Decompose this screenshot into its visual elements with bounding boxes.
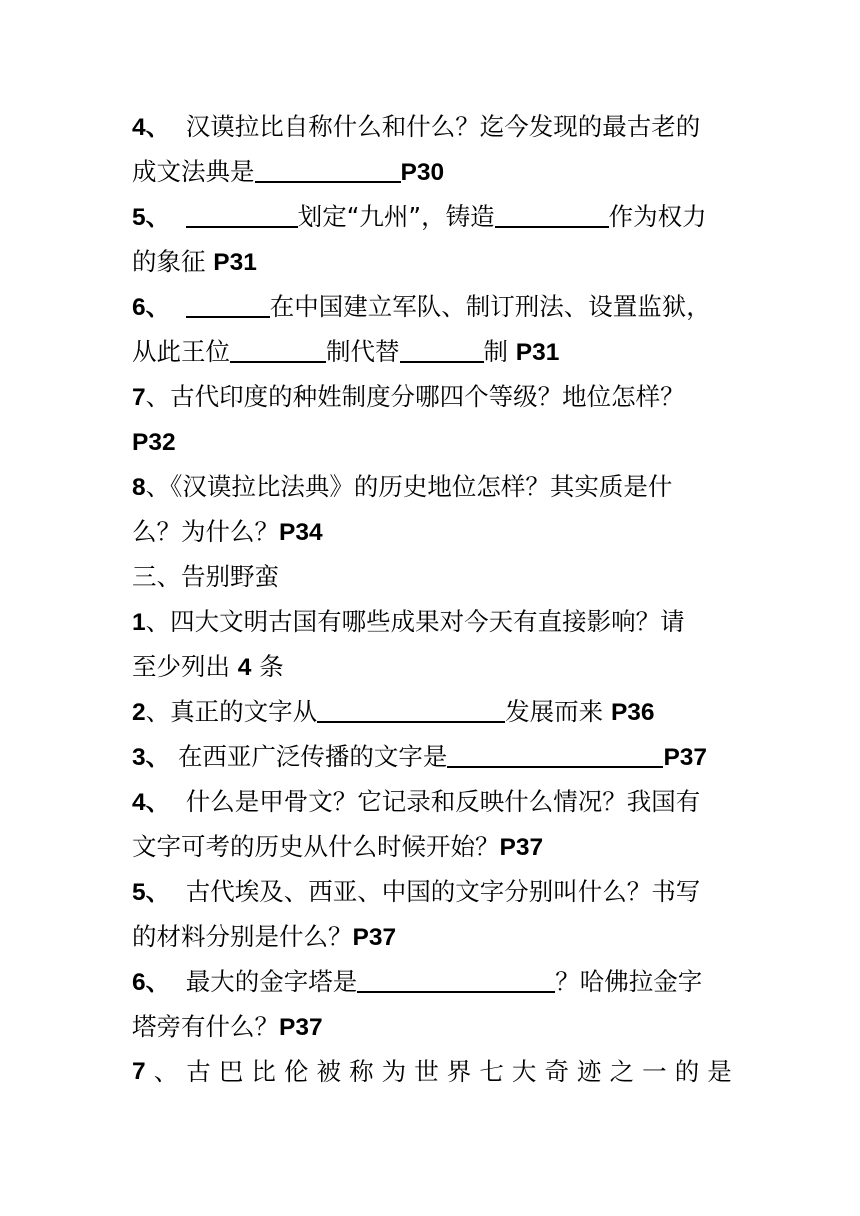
spaced-char: 是: [707, 1057, 732, 1086]
spaced-char: 比: [251, 1057, 276, 1086]
answer-blank[interactable]: [255, 157, 401, 183]
section3-question-7: [132, 1050, 732, 1094]
question-number: 8: [132, 474, 146, 501]
section3-question-1-line-1: [132, 600, 732, 644]
spaced-char: 世: [414, 1057, 439, 1086]
spaced-char: 一: [642, 1057, 667, 1086]
answer-blank[interactable]: [447, 742, 663, 768]
page-reference: P37: [499, 834, 544, 861]
spaced-char: 巴: [218, 1057, 244, 1086]
section3-question-4-line-2: [132, 825, 732, 869]
question-6-line-2: [132, 330, 732, 374]
question-text: 、古代印度的种姓制度分哪四个等级？地位怎样？: [145, 382, 685, 411]
spaced-char: 的: [674, 1057, 700, 1086]
question-text: 古代埃及、西亚、中国的文字分别叫什么？书写: [185, 877, 701, 906]
question-text: 成文法典是: [132, 157, 255, 186]
answer-blank[interactable]: [317, 697, 505, 723]
page-reference: P31: [213, 249, 257, 276]
spaced-char: 为: [381, 1057, 407, 1086]
question-text: 划定“九州”，铸造: [297, 202, 495, 231]
section3-question-3: [132, 735, 732, 779]
question-number: 5、: [132, 879, 171, 906]
page-reference: P32: [132, 429, 176, 456]
question-text: 文字可考的历史从什么时候开始？: [132, 832, 500, 861]
question-text: 、真正的文字从: [145, 697, 318, 726]
question-text: 么？为什么？: [132, 517, 279, 546]
page-reference: P30: [400, 159, 445, 186]
question-number: 4、: [132, 114, 171, 141]
question-number: 2: [132, 699, 146, 726]
spaced-char: 伦: [283, 1057, 309, 1086]
question-text: 从此王位: [132, 337, 230, 366]
question-number: 6、: [132, 294, 171, 321]
question-text: 制代替: [326, 337, 400, 366]
section3-question-6-line-1: [132, 960, 732, 1004]
section3-question-6-line-2: [132, 1005, 732, 1049]
question-text: 制: [483, 337, 508, 366]
question-7-line-2: [132, 420, 732, 464]
spaced-char: 七: [479, 1057, 504, 1086]
answer-blank[interactable]: [186, 202, 298, 228]
count-number: 4: [237, 654, 252, 681]
spaced-char: 、: [153, 1057, 179, 1086]
answer-blank[interactable]: [400, 337, 484, 363]
section3-question-1-line-2: [132, 645, 732, 689]
spaced-char: 大: [511, 1057, 537, 1086]
section-title: [132, 555, 732, 599]
section3-question-5-line-1: [132, 870, 732, 914]
question-text: 发展而来: [505, 697, 604, 726]
spaced-char: 界: [446, 1057, 472, 1086]
section3-question-4-line-1: [132, 780, 732, 824]
spaced-char: 之: [609, 1057, 635, 1086]
question-text: 的象征: [132, 247, 206, 276]
answer-blank[interactable]: [495, 202, 609, 228]
question-number: 3、: [132, 744, 171, 771]
answer-blank[interactable]: [186, 292, 270, 318]
question-number: 4、: [132, 789, 171, 816]
question-5-line-1: [132, 195, 732, 239]
question-8-line-1: [132, 465, 732, 509]
question-text: 至少列出: [132, 652, 230, 681]
section3-question-5-line-2: [132, 915, 732, 959]
question-text: 在中国建立军队、制订刑法、设置监狱，: [269, 292, 711, 321]
question-7-line-1: [132, 375, 732, 419]
answer-blank[interactable]: [357, 967, 555, 993]
question-8-line-2: [132, 510, 732, 554]
question-text: 、四大文明古国有哪些成果对今天有直接影响？请: [145, 607, 685, 636]
question-number: 5、: [132, 204, 171, 231]
question-text: 条: [259, 652, 284, 681]
spaced-char: 奇: [544, 1057, 569, 1086]
question-number: 6、: [132, 969, 171, 996]
question-text: 什么是甲骨文？它记录和反映什么情况？我国有: [185, 787, 701, 816]
section-title-text: 三、告别野蛮: [132, 562, 279, 591]
section3-question-2: [132, 690, 732, 734]
question-text: 作为权力: [608, 202, 707, 231]
spaced-char: 称: [349, 1057, 374, 1086]
question-text: ？哈佛拉金字: [555, 967, 703, 996]
question-text: 在西亚广泛传播的文字是: [177, 742, 448, 771]
question-text: 汉谟拉比自称什么和什么？迄今发现的最古老的: [185, 112, 701, 141]
spaced-char: 迹: [577, 1057, 602, 1086]
page-reference: P37: [352, 924, 397, 951]
question-number: 1: [132, 609, 146, 636]
question-text: 、《汉谟拉比法典》的历史地位怎样？其实质是什: [145, 472, 673, 501]
question-4-line-2: [132, 150, 732, 194]
question-5-line-2: [132, 240, 732, 284]
question-number: 7: [132, 384, 146, 411]
page-reference: P31: [515, 339, 560, 366]
page-reference: P37: [663, 744, 708, 771]
question-text: 最大的金字塔是: [185, 967, 358, 996]
question-6-line-1: [132, 285, 732, 329]
question-text: 塔旁有什么？: [132, 1012, 279, 1041]
question-text: 的材料分别是什么？: [132, 922, 353, 951]
spaced-char: 古: [186, 1057, 211, 1086]
spaced-char: 被: [316, 1057, 342, 1086]
question-4-line-1: [132, 105, 732, 149]
page-reference: P34: [279, 519, 323, 546]
page-reference: P37: [279, 1014, 323, 1041]
page-reference: P36: [610, 699, 655, 726]
question-number: 7: [132, 1058, 146, 1085]
answer-blank[interactable]: [230, 337, 326, 363]
